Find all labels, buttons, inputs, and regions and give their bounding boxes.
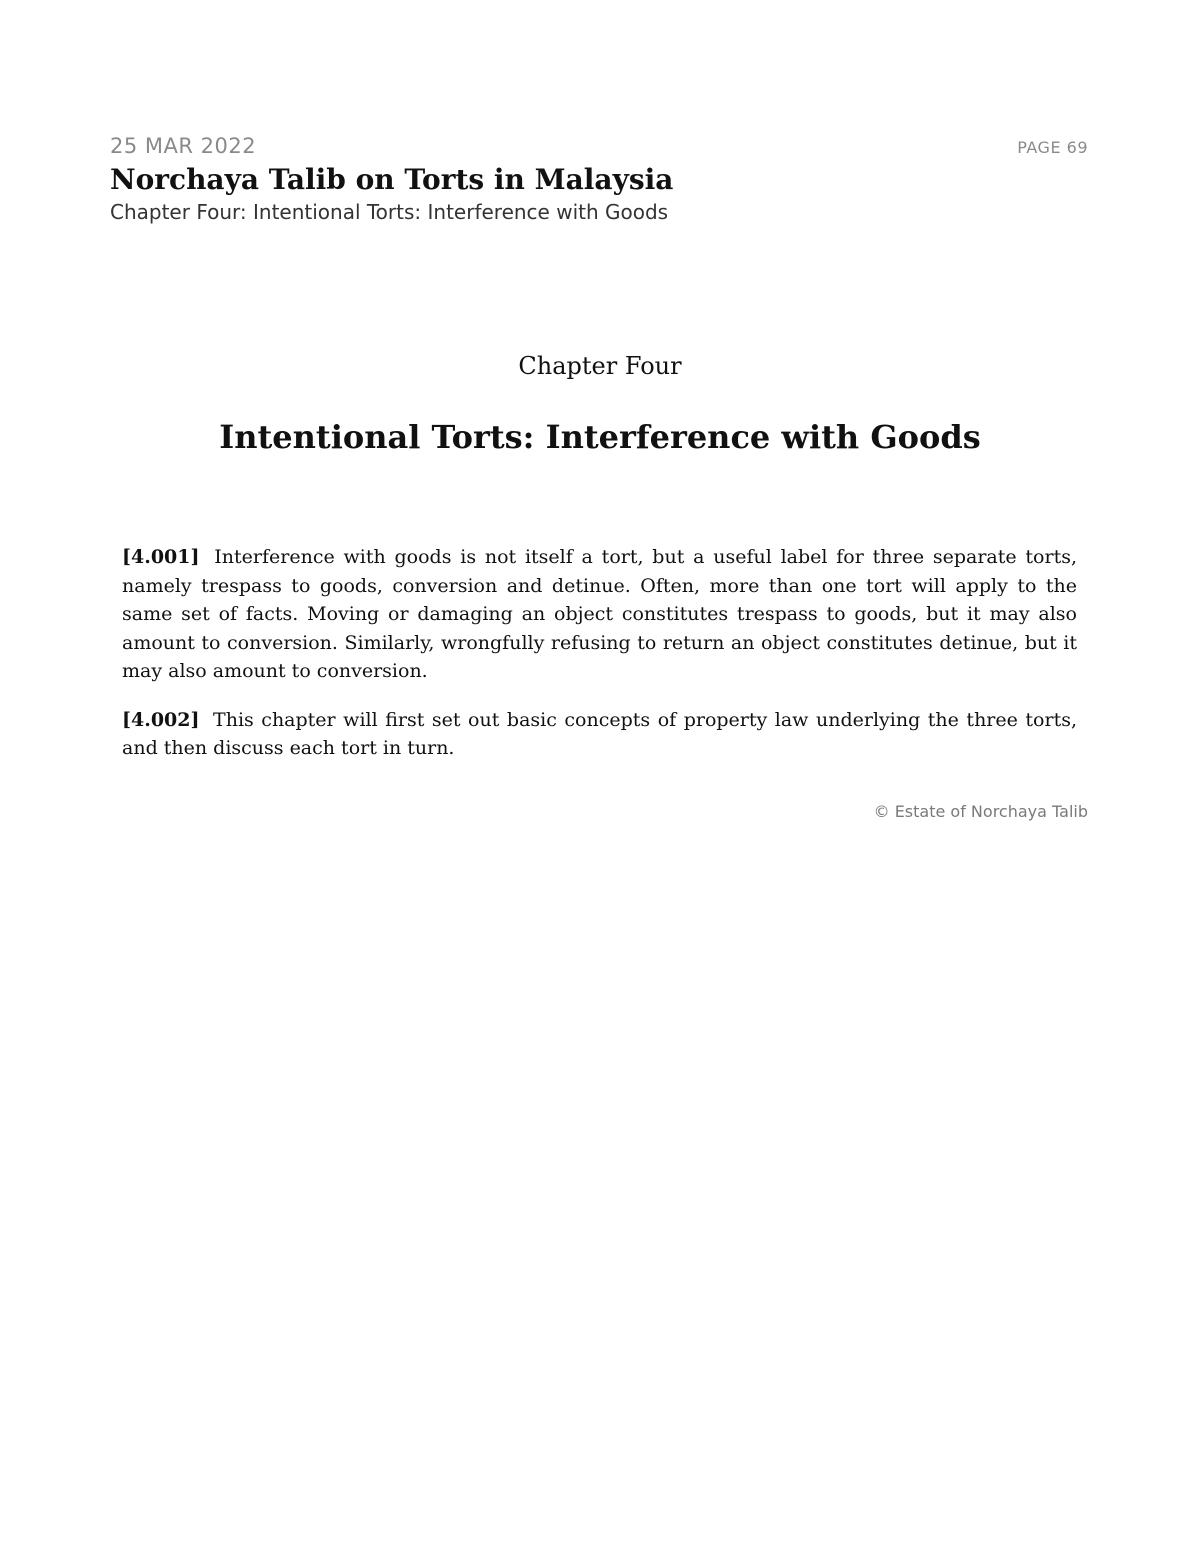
copyright-notice: © Estate of Norchaya Talib	[873, 802, 1088, 821]
book-title: Norchaya Talib on Torts in Malaysia	[110, 163, 674, 196]
chapter-title: Intentional Torts: Interference with Goods	[219, 418, 981, 456]
paragraph-number: [4.001]	[122, 546, 200, 568]
paragraph	[122, 543, 1077, 686]
paragraph	[122, 706, 1077, 763]
print-date: 25 MAR 2022	[110, 134, 257, 158]
body-text	[122, 543, 1077, 783]
paragraph-text: This chapter will first set out basic concepts of property law underlying the three torts, and then discuss each tort in turn.	[122, 708, 1077, 759]
page-header	[110, 134, 1088, 226]
paragraph-number: [4.002]	[122, 708, 200, 731]
running-head: Chapter Four: Intentional Torts: Interference with Goods	[110, 200, 669, 224]
paragraph-text: Interference with goods is not itself a tort, but a useful label for three separate torts, namely trespass to goods, conversion and detinue. Often, more than one tort will apply to the same set of facts. Moving or damaging an object constitutes trespass to goods, but it may also amount to conversion. Similarly, wrongfully refusing to return an object constitutes detinue, but it may also amount to conversion.	[122, 546, 1077, 682]
page-number: PAGE 69	[1017, 138, 1088, 157]
header-row	[110, 134, 1088, 158]
chapter-label: Chapter Four	[518, 352, 682, 380]
